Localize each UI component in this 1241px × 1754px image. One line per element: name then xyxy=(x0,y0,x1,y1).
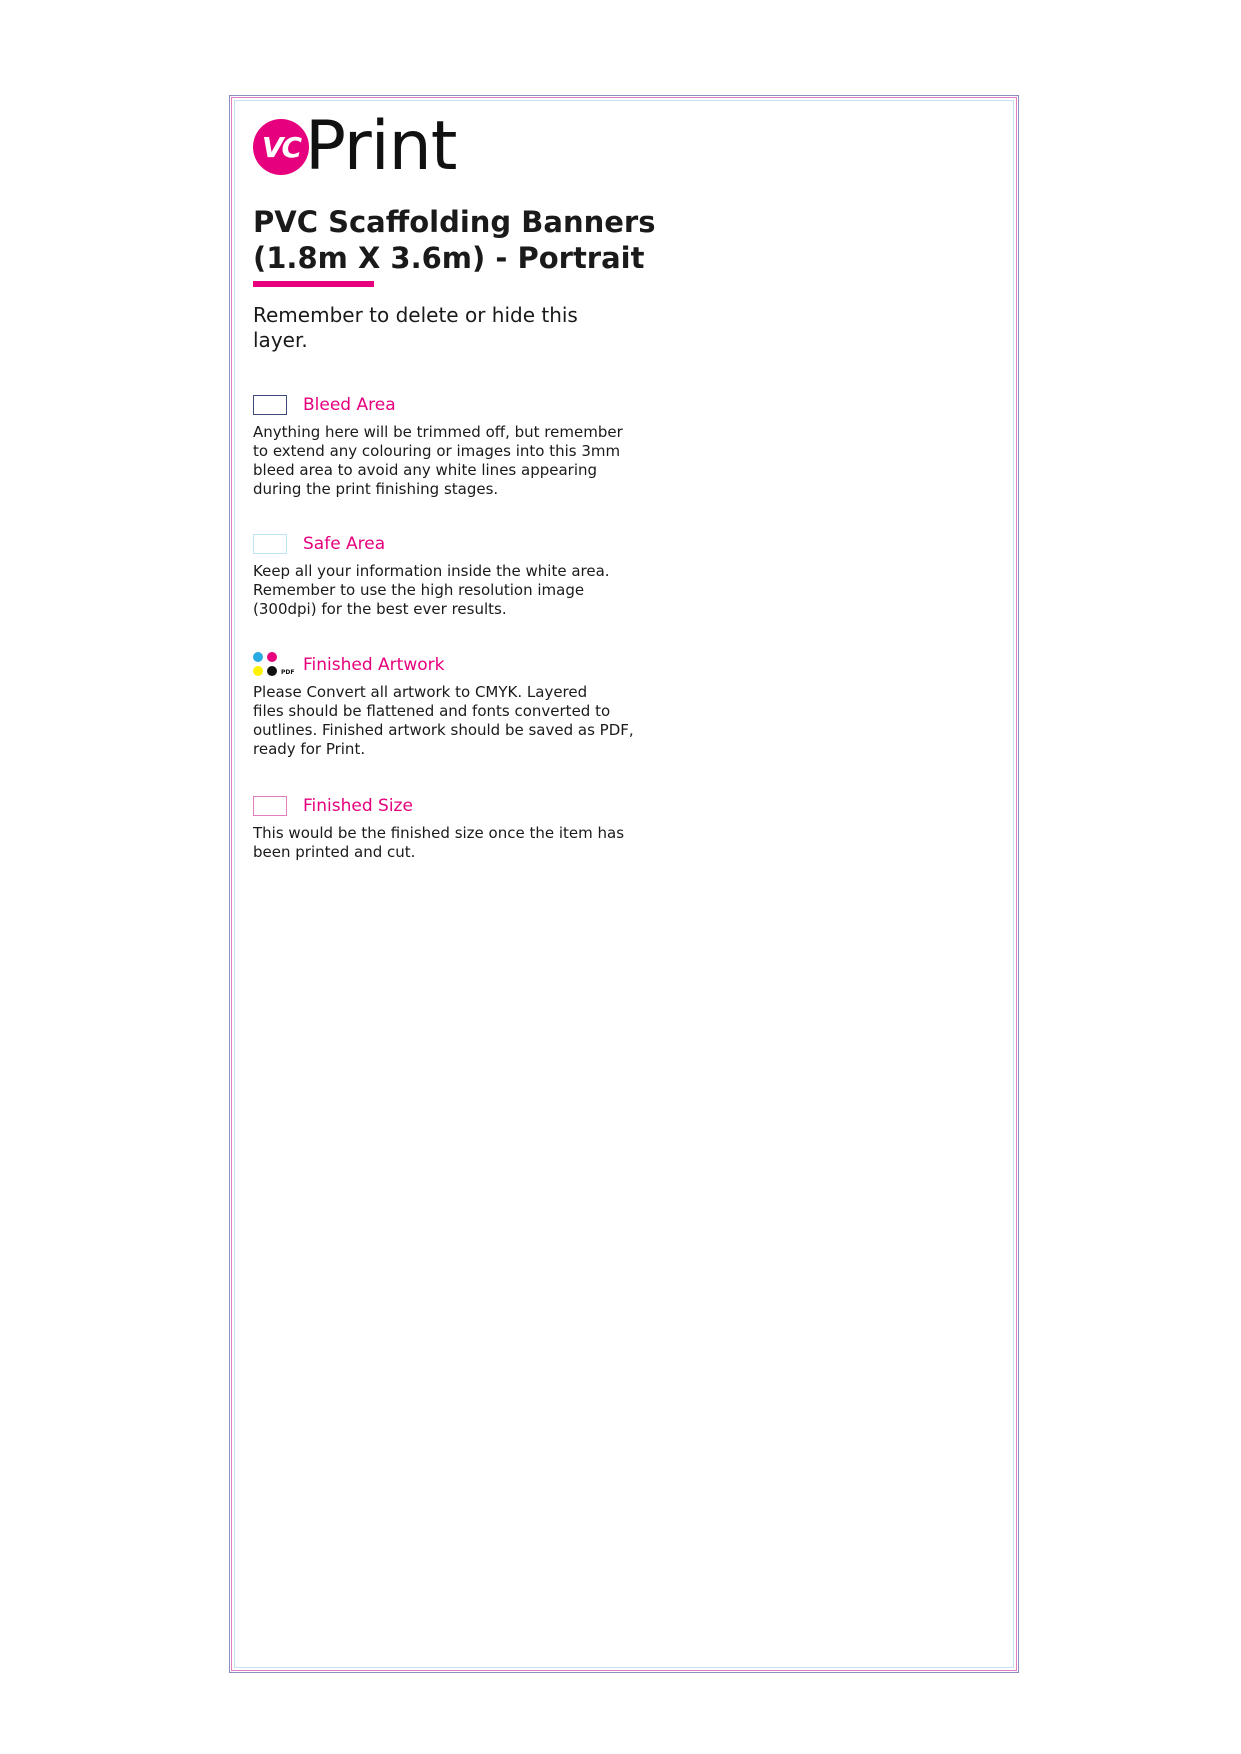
legend-finished-artwork xyxy=(253,652,653,759)
legend-safe-area xyxy=(253,531,653,619)
safe-area-label: Safe Area xyxy=(303,534,386,554)
finished-size-description: This would be the finished size once the item has been printed and cut. xyxy=(253,824,625,861)
bleed-area-label: Bleed Area xyxy=(303,395,396,415)
legend-bleed-area xyxy=(253,392,653,499)
finished-size-swatch-icon xyxy=(253,796,287,816)
page-title xyxy=(253,204,655,276)
logo-wordmark: Print xyxy=(305,107,457,186)
safe-swatch-icon xyxy=(253,534,287,554)
vcprint-logo xyxy=(253,107,457,186)
legend-finished-size xyxy=(253,793,653,862)
cmyk-pdf-icon: PDF xyxy=(253,652,297,678)
reminder-text: Remember to delete or hide this layer. xyxy=(253,303,578,352)
safe-area-description: Keep all your information inside the white area. Remember to use the high resolution image (300dpi) for the best ever results. xyxy=(253,562,610,618)
bleed-area-description: Anything here will be trimmed off, but remember to extend any colouring or images into this 3mm bleed area to avoid any white lines appearing during the print finishing stages. xyxy=(253,423,623,498)
finished-artwork-label: Finished Artwork xyxy=(303,655,445,675)
bleed-swatch-icon xyxy=(253,395,287,415)
title-underline xyxy=(253,281,374,287)
finished-size-label: Finished Size xyxy=(303,796,413,816)
finished-artwork-description: Please Convert all artwork to CMYK. Layered files should be flattened and fonts converted to outlines. Finished artwork should be saved as PDF, ready for Print. xyxy=(253,683,634,758)
logo-badge: VC xyxy=(253,119,309,175)
title-line-2: (1.8m X 3.6m) - Portrait xyxy=(253,241,645,275)
title-line-1: PVC Scaffolding Banners xyxy=(253,205,656,239)
